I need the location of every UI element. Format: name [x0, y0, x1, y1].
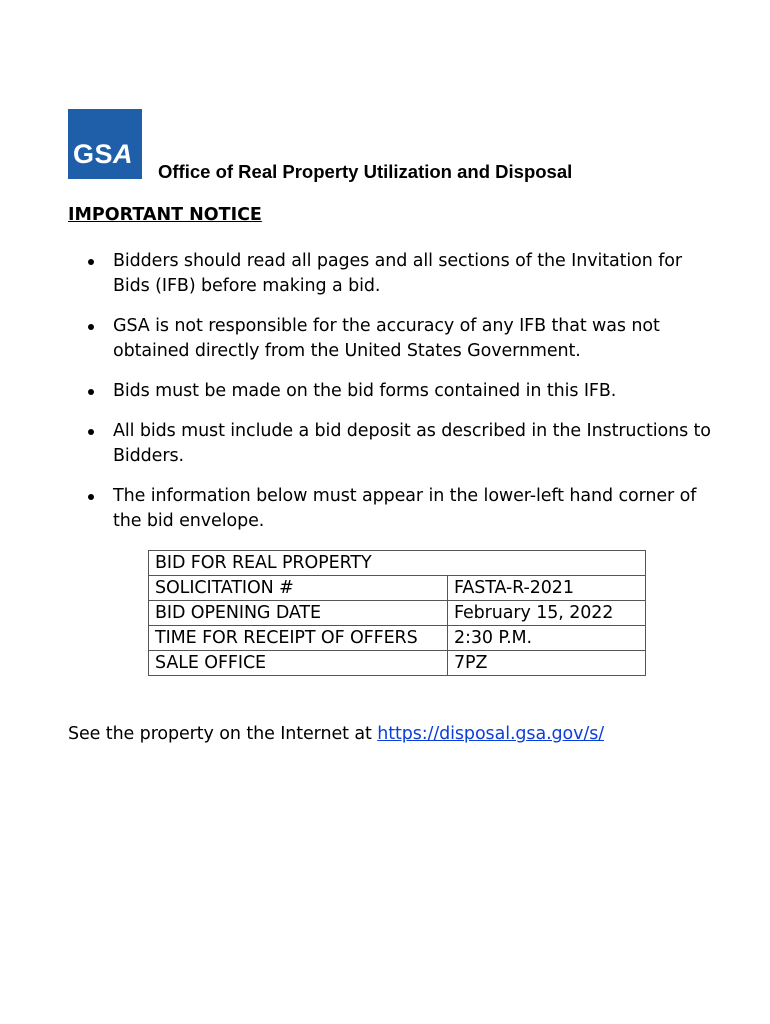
table-row: [149, 626, 646, 651]
table-row: [149, 576, 646, 601]
table-value-cell: 7PZ: [448, 651, 646, 676]
envelope-info-table: [148, 550, 646, 676]
list-item: All bids must include a bid deposit as described in the Instructions to Bidders.: [68, 419, 718, 469]
table-value-cell: February 15, 2022: [448, 601, 646, 626]
bullet-dot-icon: [88, 494, 94, 500]
table-label-cell: SALE OFFICE: [149, 651, 448, 676]
list-item: The information below must appear in the lower-left hand corner of the bid envelope.: [68, 484, 718, 534]
bullet-dot-icon: [88, 259, 94, 265]
table-value-cell: 2:30 P.M.: [448, 626, 646, 651]
table-row: [149, 601, 646, 626]
footer-text: See the property on the Internet at: [68, 724, 378, 744]
list-item: Bidders should read all pages and all sections of the Invitation for Bids (IFB) before making a bid.: [68, 249, 718, 299]
bullet-dot-icon: [88, 389, 94, 395]
table-label-cell: SOLICITATION #: [149, 576, 448, 601]
table-row: [149, 651, 646, 676]
table-value-cell: FASTA-R-2021: [448, 576, 646, 601]
table-row: [149, 551, 646, 576]
table-label-cell: TIME FOR RECEIPT OF OFFERS: [149, 626, 448, 651]
notice-bullet-list: [68, 249, 718, 549]
table-label-cell: BID OPENING DATE: [149, 601, 448, 626]
gsa-logo: [68, 109, 142, 179]
list-item: Bids must be made on the bid forms contained in this IFB.: [68, 379, 718, 404]
list-item: GSA is not responsible for the accuracy of any IFB that was not obtained directly from the United States Government.: [68, 314, 718, 364]
notice-title: IMPORTANT NOTICE: [68, 205, 262, 225]
bullet-dot-icon: [88, 324, 94, 330]
property-link-sentence: [68, 722, 604, 747]
disposal-site-link[interactable]: https://disposal.gsa.gov/s/: [377, 724, 605, 744]
office-title: Office of Real Property Utilization and Disposal: [158, 161, 573, 182]
gsa-logo-text: GSA: [73, 139, 134, 169]
table-heading-cell: BID FOR REAL PROPERTY: [149, 551, 646, 576]
bullet-dot-icon: [88, 429, 94, 435]
